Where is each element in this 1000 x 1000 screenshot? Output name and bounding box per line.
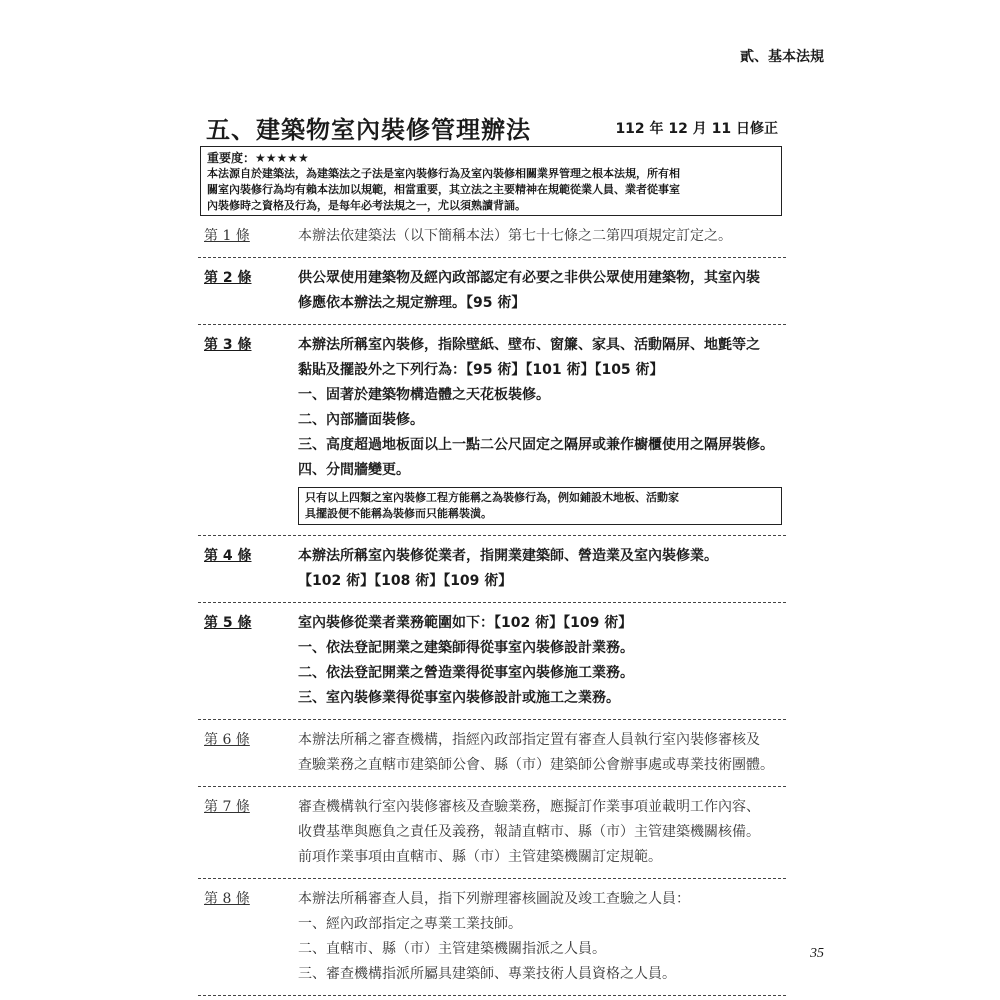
article-line: 收費基準與應負之責任及義務，報請直轄市、縣（市）主管建築機關核備。 [298,824,760,840]
article-line: 本辦法所稱審查人員，指下列辦理審核圖說及竣工查驗之人員： [298,891,690,907]
article-5 [198,607,786,720]
article-body [298,333,790,527]
article-note-box [298,487,782,525]
article-8 [198,883,786,996]
title-row [198,110,786,144]
article-list [198,220,786,1000]
article-body [298,887,786,987]
article-line: 本辦法依建築法（以下簡稱本法）第七十七條之二第四項規定訂定之。 [298,228,732,244]
article-2 [198,262,786,325]
article-line: 一、依法登記開業之建築師得從事室內裝修設計業務。 [298,640,634,656]
note-line: 只有以上四類之室內裝修工程方能稱之為裝修行為，例如鋪設木地板、活動家 [305,491,679,504]
article-body [298,611,786,711]
article-line: 一、經內政部指定之專業工業技師。 [298,916,522,932]
article-1 [198,220,786,258]
article-number: 第 5 條 [204,615,252,631]
article-4 [198,540,786,603]
article-body [298,266,786,316]
article-body [298,544,786,594]
article-7 [198,791,786,879]
page-title: 五、建築物室內裝修管理辦法 [206,116,531,144]
note-line: 內裝修時之資格及行為，是每年必考法規之一，尤以須熟讀背誦。 [207,199,526,212]
article-line: 本辦法所稱室內裝修，指除壁紙、壁布、窗簾、家具、活動隔屏、地氈等之 [298,337,760,353]
importance-note [200,146,782,216]
article-6 [198,724,786,787]
article-line: 前項作業事項由直轄市、縣（市）主管建築機關訂定規範。 [298,849,662,865]
article-number: 第 3 條 [204,337,252,353]
article-line: 一、固著於建築物構造體之天花板裝修。 [298,387,550,403]
article-line: 三、室內裝修業得從事室內裝修設計或施工之業務。 [298,690,620,706]
article-line: 室內裝修從業者業務範圍如下：【102 術】【109 術】 [298,615,633,631]
article-3 [198,329,786,536]
article-line: 四、分間牆變更。 [298,462,410,478]
article-line: 黏貼及擺設外之下列行為：【95 術】【101 術】【105 術】 [298,362,664,378]
article-line: 三、審查機構指派所屬具建築師、專業技術人員資格之人員。 [298,966,676,982]
article-number: 第 8 條 [204,891,250,907]
page-number: 35 [810,946,824,961]
article-number: 第 2 條 [204,270,252,286]
article-line: 二、依法登記開業之營造業得從事室內裝修施工業務。 [298,665,634,681]
article-number: 第 7 條 [204,799,250,815]
article-line: 三、高度超過地板面以上一點二公尺固定之隔屏或兼作櫥櫃使用之隔屏裝修。 [298,437,774,453]
article-body [298,224,786,249]
article-line: 【102 術】【108 術】【109 術】 [298,573,513,589]
article-line: 查驗業務之直轄市建築師公會、縣（市）建築師公會辦事處或專業技術團體。 [298,757,774,773]
article-body [298,795,786,870]
article-number: 第 4 條 [204,548,252,564]
article-body [298,728,786,778]
note-line: 關室內裝修行為均有賴本法加以規範，相當重要，其立法之主要精神在規範從業人員、業者從事室 [207,183,680,196]
article-line: 二、直轄市、縣（市）主管建築機關指派之人員。 [298,941,606,957]
section-header: 貳、基本法規 [740,49,824,65]
article-line: 修應依本辦法之規定辦理。【95 術】 [298,295,526,311]
article-number: 第 1 條 [204,228,250,244]
importance-rating: 重要度：★★★★★ [207,151,309,165]
revision-date: 112 年 12 月 11 日修正 [615,121,778,137]
note-line: 具擺設便不能稱為裝修而只能稱裝潢。 [305,507,492,520]
article-line: 二、內部牆面裝修。 [298,412,424,428]
article-line: 本辦法所稱室內裝修從業者，指開業建築師、營造業及室內裝修業。 [298,548,718,564]
article-number: 第 6 條 [204,732,250,748]
note-line: 本法源自於建築法，為建築法之子法是室內裝修行為及室內裝修相關業界管理之根本法規，所有相 [207,167,680,180]
article-line: 本辦法所稱之審查機構，指經內政部指定置有審查人員執行室內裝修審核及 [298,732,760,748]
article-line: 供公眾使用建築物及經內政部認定有必要之非供公眾使用建築物，其室內裝 [298,270,760,286]
article-line: 審查機構執行室內裝修審核及查驗業務，應擬訂作業事項並載明工作內容、 [298,799,760,815]
